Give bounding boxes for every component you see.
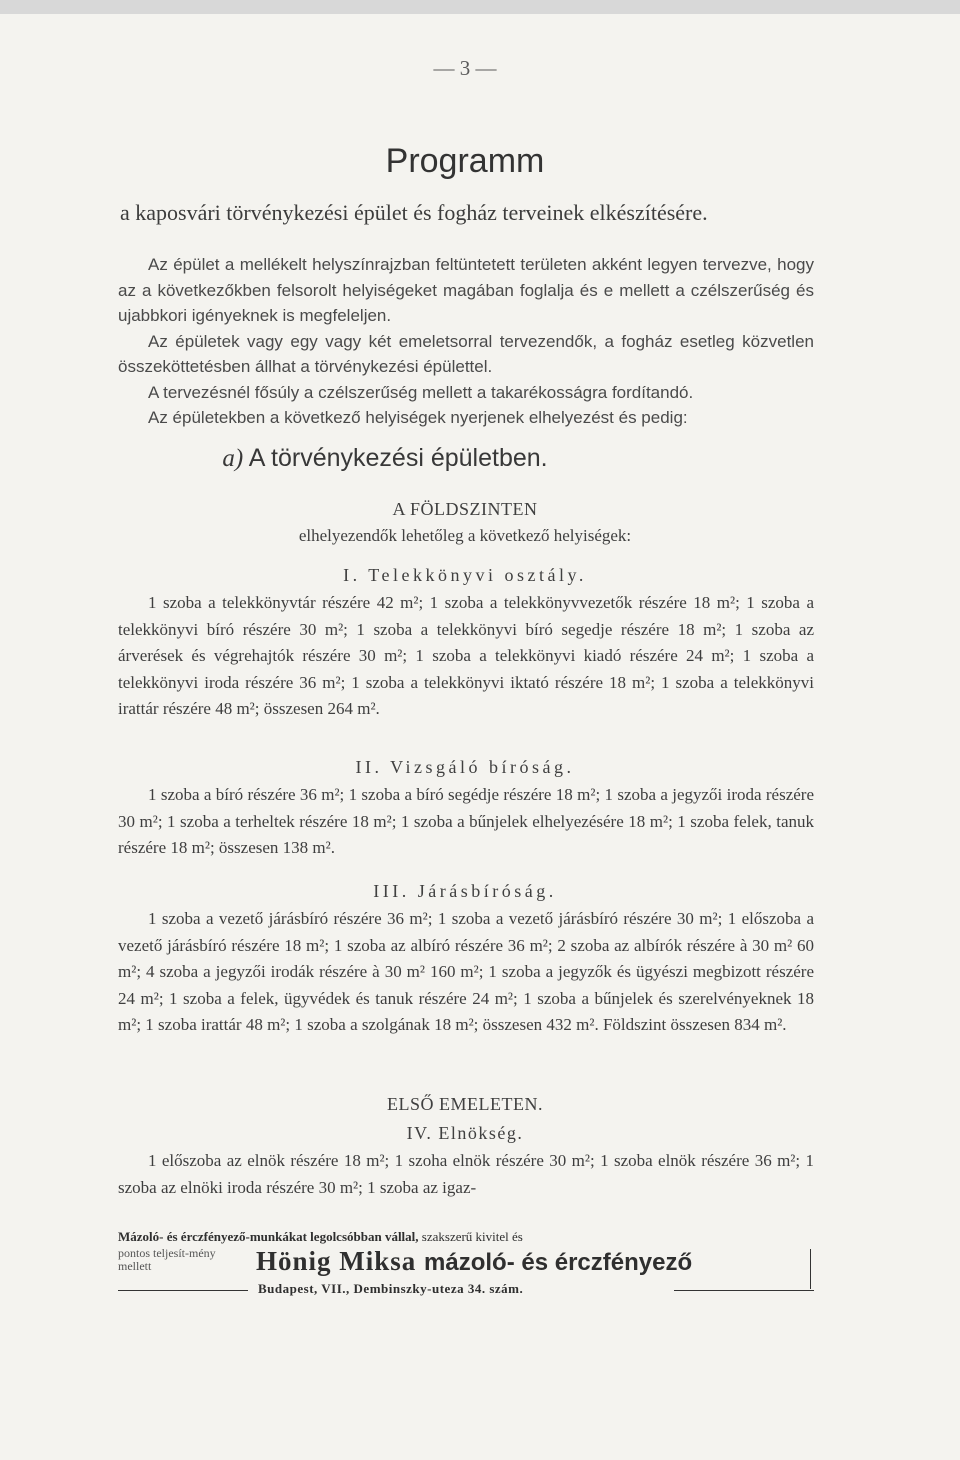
section-paragraph: 1 előszoba az elnök részére 18 m²; 1 szoha elnök részére 30 m²; 1 szoba elnök részére 36 m²; 1 szoba az elnöki iroda részére 30 m²; 1 szoba az igaz- (118, 1151, 814, 1197)
ad-name-tail: mázoló- és érczfényező (424, 1249, 693, 1276)
intro-paragraph: Az épületekben a következő helyiségek nyerjenek elhelyezést és pedig: (148, 408, 688, 427)
first-floor-heading: ELSŐ EMELETEN. (387, 1094, 543, 1114)
intro-paragraph: Az épület a mellékelt helyszínrajzban feltüntetett területen akként legyen tervezve, hogy az a következőkben felsorolt helyiségeket magában foglalja és e mellett a czélszerűség és ujabbkori igényeknek is megfeleljen. (118, 255, 814, 325)
ad-rule-vertical (810, 1249, 811, 1289)
intro-paragraphs (118, 252, 814, 431)
page-subtitle: a kaposvári törvénykezési épület és fogház terveinek elkészítésére. (120, 200, 708, 225)
section-a-text: A törvénykezési épületben. (248, 444, 548, 472)
ad-top-text: Mázoló- és érczfényező-munkákat legolcsóbban vállal, (118, 1229, 419, 1244)
section-text-iv (118, 1148, 814, 1201)
section-heading-ii: II. Vizsgáló bíróság. (355, 757, 575, 777)
section-heading-iii: III. Járásbíróság. (373, 881, 557, 901)
section-a-heading (0, 444, 770, 473)
section-text-iii (118, 906, 814, 1039)
ad-left-text: pontos teljesít-mény mellett (118, 1246, 216, 1273)
section-paragraph: 1 szoba a bíró részére 36 m²; 1 szoba a bíró segédje részére 18 m²; 1 szoba a jegyzői iroda részére 30 m²; 1 szoba a terheltek részére 18 m²; 1 szoba a bűnjelek elhelyezésére 18 m²; 1 szoba felek, tanuk részére 18 m²; összesen 138 m². (118, 785, 814, 857)
section-a-marker: a) (222, 445, 244, 472)
section-heading-iv: IV. Elnökség. (406, 1123, 524, 1143)
section-paragraph: 1 szoba a telekkönyvtár részére 42 m²; 1 szoba a telekkönyvvezetők részére 18 m²; 1 szoba a telekkönyvi bíró részére 30 m²; 1 szoba a telekkönyvi bíró segedje részére 18 m²; 1 szoba az árverések és végrehajtók részére 30 m²; 1 szoba a telekkönyvi kiadó részére 24 m²; 1 szoba a telekkönyvi iroda részére 36 m²; 1 szoba a telekkönyvi iktató részére 18 m²; 1 szoba a telekkönyvi irattár részére 48 m²; összesen 264 m². (118, 593, 814, 718)
section-heading-i: I. Telekkönyvi osztály. (343, 565, 587, 585)
ad-rule-right (674, 1290, 814, 1291)
ad-company-name (256, 1246, 692, 1277)
intro-paragraph: A tervezésnél fősúly a czélszerűség mellett a takarékosságra fordítandó. (148, 382, 694, 402)
page-title: Programm (385, 142, 545, 180)
advertisement (118, 1229, 814, 1299)
ad-address: Budapest, VII., Dembinszky-uteza 34. szám. (258, 1281, 524, 1296)
intro-paragraph: Az épületek vagy egy vagy két emeletsorral tervezendők, a fogház esetleg közvetlen összeköttetésben állhat a törvénykezési épülettel. (118, 331, 814, 376)
section-text-ii (118, 782, 814, 862)
ground-floor-subheading: elhelyezendők lehetőleg a következő helyiségek: (298, 526, 632, 545)
ad-rule-left (118, 1290, 248, 1291)
ad-top-tail: szakszerű kivitel és (421, 1229, 523, 1244)
section-paragraph: 1 szoba a vezető járásbíró részére 36 m²; 1 szoba a vezető járásbíró részére 30 m²; 1 előszoba a vezető járásbíró részére 18 m²; 1 szoba az albíró részére 36 m²; 2 szoba az albírók részére à 30 m² 60 m²; 4 szoba a jegyzői irodák részére à 30 m² 160 m²; 1 szoba a jegyzők és ügyészi megbizott részére 24 m²; 1 szoba a felek, ügyvédek és tanuk részére 24 m²; 1 szoba a bűnjelek és szerelvényeknek 18 m²; 1 szoba irattár 48 m²; 1 szoba a szolgának 18 m²; összesen 432 m². Földszint összesen 834 m². (118, 909, 814, 1034)
ground-floor-heading: A FÖLDSZINTEN (392, 499, 538, 519)
ad-top-line (118, 1229, 814, 1245)
ad-name-main: Hönig Miksa (256, 1246, 417, 1276)
page-number: — 3 — (433, 56, 497, 80)
section-text-i (118, 590, 814, 723)
